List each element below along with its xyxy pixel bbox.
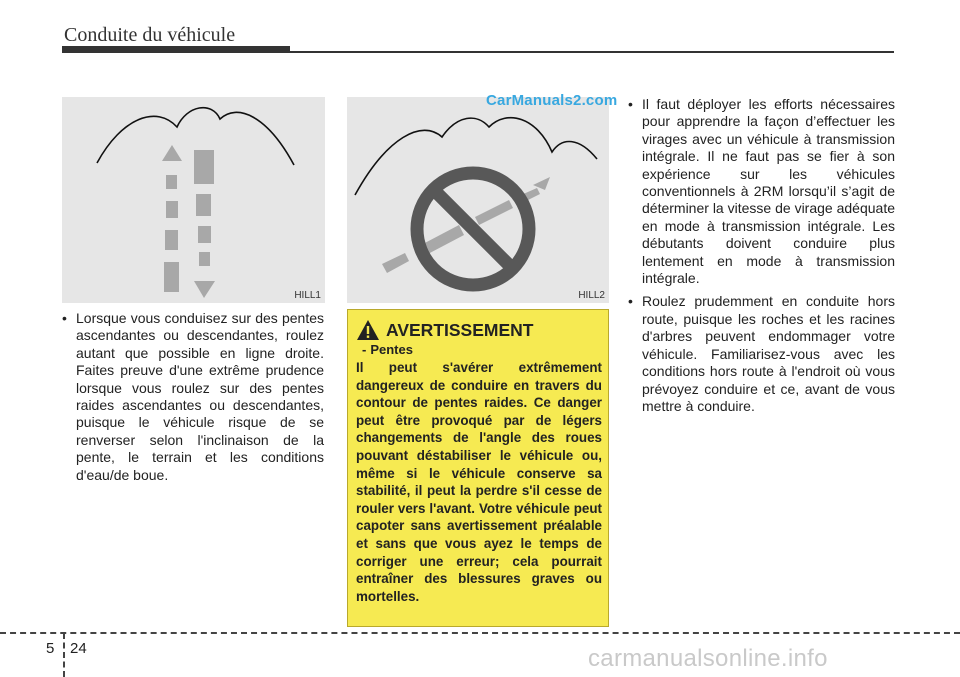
bullet-icon: • [62,310,67,326]
left-column-text [62,310,324,490]
warning-title: AVERTISSEMENT [386,319,534,340]
warning-triangle-icon [356,319,380,341]
footer-divider [63,633,65,677]
figure-label: HILL1 [294,290,321,301]
list-item-text: Lorsque vous conduisez sur des pentes ascendantes ou descendantes, roulez autant que possible en ligne droite. Faites preuve d'une extrême prudence lorsque vous roulez sur des pentes raides ascendantes ou descendantes, puisque le véhicule risque de se renverser selon l'inclinaison de la pente, le terrain et les conditions d'eau/de boue. [76,310,324,483]
warning-box [347,309,609,627]
header-rule [62,51,894,53]
hill-traverse-illustration [347,97,609,303]
list-item [628,96,895,287]
footer-rule [0,632,960,634]
hill-straight-illustration [62,97,325,303]
source-watermark: carmanualsonline.info [588,645,828,672]
list-item-text: Roulez prudemment en conduite hors route, puisque les roches et les racines d'arbres peuvent endommager votre véhicule. Familiarisez-vous avec les conditions hors route à l'endroit où vous prévoyez conduire et ce, avant de vous mettre à conduire. [642,293,895,414]
figure-label: HILL2 [578,290,605,301]
page-number: 24 [70,640,87,657]
dash-glyph: - [362,342,367,357]
warning-header [356,319,533,341]
section-number: 5 [46,640,55,657]
warning-body: Il peut s'avérer extrêmement dangereux de conduire en travers du contour de pentes raides. Ce danger peut être provoqué par de légers changements de l'angle des roues pouvant déstabiliser le véhicule ou, même si le véhicule conserve sa stabilité, il peut la perdre s'il cesse de rouler vers l'avant. Votre véhicule peut capoter sans avertissement préalable et sans que vous ayez le temps de corriger une erreur; cela pourrait entraîner des blessures graves ou mortelles. [356,360,602,604]
watermark-text: CarManuals2.com [486,92,618,109]
hill-traverse-figure [347,97,609,303]
list-item [628,293,895,415]
warning-subtitle [362,342,413,357]
bullet-icon: • [628,293,633,310]
page-header-title: Conduite du véhicule [64,24,236,46]
hill-straight-figure [62,97,325,303]
right-column-text [628,96,895,421]
list-item [62,310,324,484]
warning-subtitle-text: Pentes [370,342,413,357]
bullet-icon: • [628,96,633,112]
list-item-text: Il faut déployer les efforts nécessaires pour apprendre la façon d’effectuer les virages avec un véhicule à transmission intégrale. Il ne faut pas se fier à son expérience sur les véhicules conventionnels à 2RM lorsqu’il s’agit de déterminer la vitesse de virage adéquate en mode à transmission intégrale. Les débutants doivent conduire plus lentement en mode à transmission intégrale. [642,96,895,287]
